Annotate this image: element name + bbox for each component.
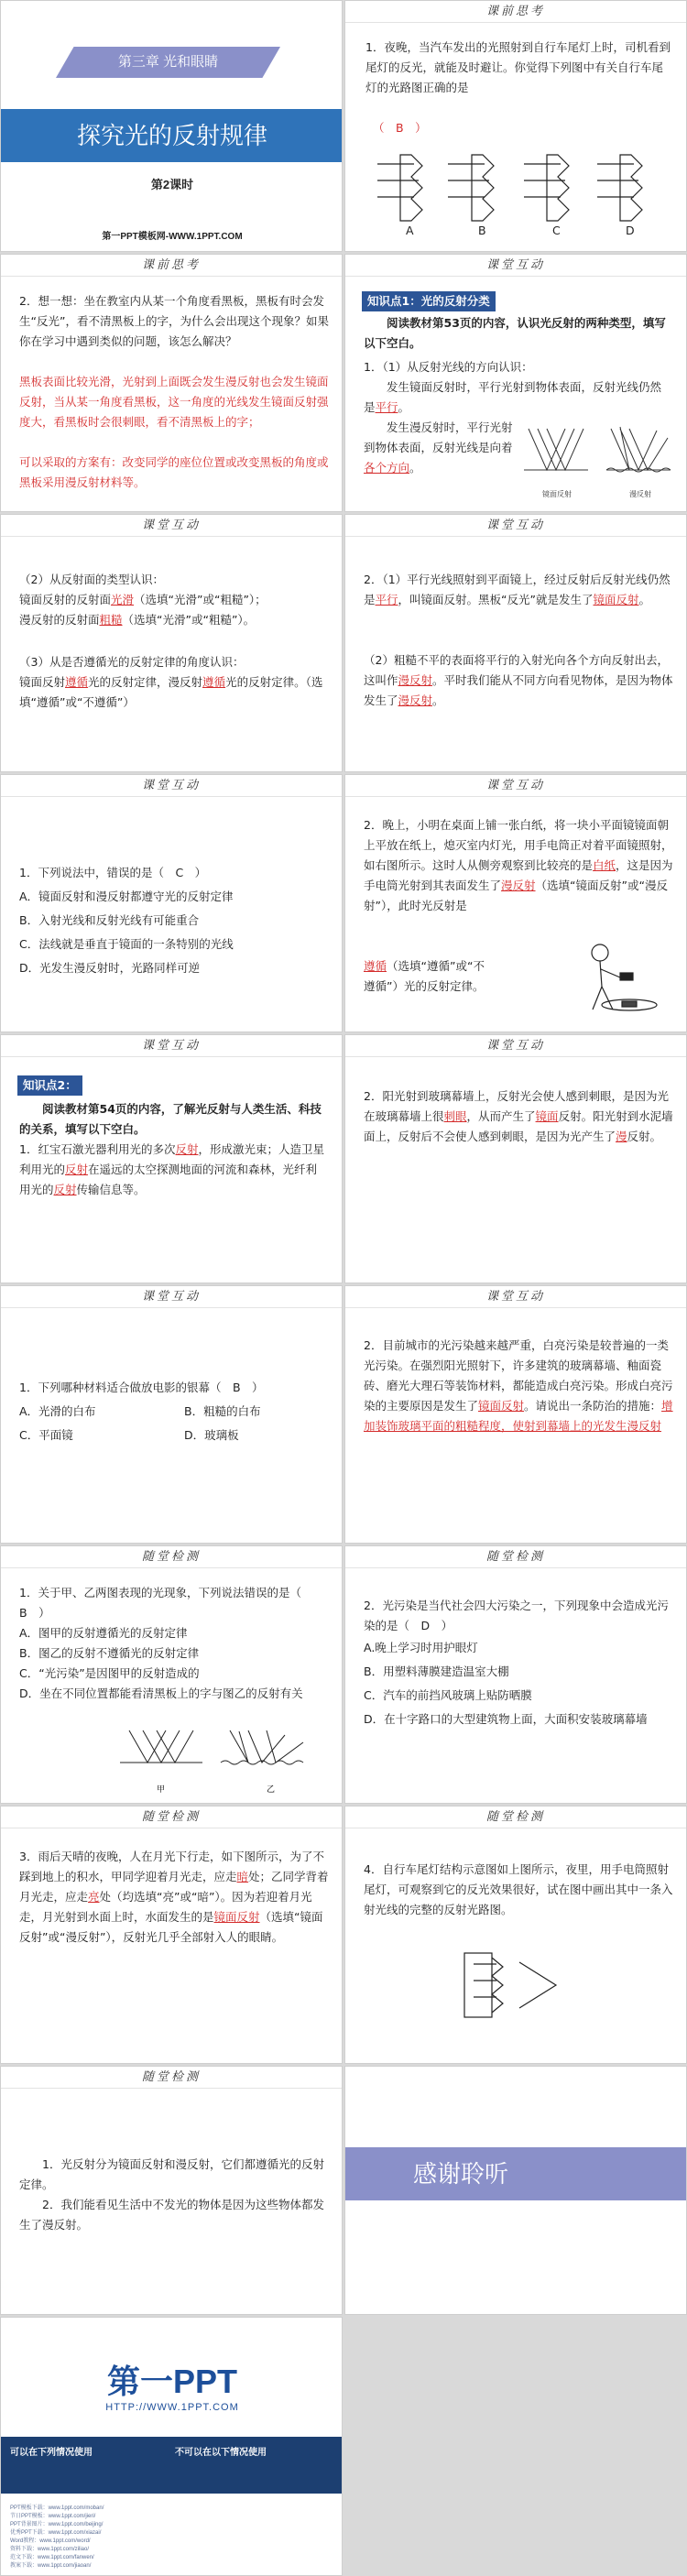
slide-header: 随堂检测: [1, 2067, 342, 2089]
slide-header: 课前思考: [345, 1, 686, 23]
option-a: A．光滑的白布: [19, 1404, 96, 1418]
laser-text: 1．红宝石激光器利用光的多次反射，形成激光束；人造卫星利用光的反射在遥远的太空探测地面的河流和森林，光纤利用光的反射传输信息等。: [19, 1142, 324, 1196]
option-c: C．平面镜: [19, 1428, 73, 1442]
blank-parallel: 平行: [375, 400, 398, 414]
option-d: D．坐在不同位置都能看清黑板上的字与图乙的反射有关: [19, 1686, 303, 1700]
question-text: 2．想一想：坐在教室内从某一个角度看黑板，黑板有时会发生“反光”，看不清黑板上的字，为什么会出现这个现象？如果你在学习中遇到类似的问题，该怎么解决？: [19, 294, 329, 348]
slide-header: 课前思考: [1, 255, 342, 277]
blank-diffuse: 漫: [616, 1130, 627, 1143]
flashlight-figure: [565, 936, 666, 1019]
question-text: 4．自行车尾灯结构示意图如上图所示，夜里，用手电筒照射尾灯，可观察到它的反光效果很好，试在图中画出其中一条入射光线的完整的反射光路图。: [364, 1862, 673, 1916]
part-1-heading: 1．（1）从反射光线的方向认识：: [364, 360, 533, 374]
slide-reflection-definitions: [344, 514, 687, 772]
slide-glass-wall: [344, 1034, 687, 1283]
footer-link[interactable]: 资料下载：www.1ppt.com/ziliao/: [10, 2547, 90, 2552]
question-text: 1．下列哪种材料适合做放电影的银幕（ B ）: [19, 1381, 264, 1394]
slide-test-4: [344, 1806, 687, 2064]
fig-diffuse-label: 漫反射: [629, 490, 651, 498]
question-text: 2．阳光射到玻璃幕墙上，反射光会使人感到刺眼，是因为光在玻璃幕墙上很刺眼，从而产生了镜面反射。阳光射到水泥墙面上，反射后不会使人感到刺眼，是因为光产生了漫反射。: [364, 1089, 673, 1143]
slide-header: 课堂互动: [345, 515, 686, 537]
part-3-heading: （3）从是否遵循光的反射定律的角度认识：: [19, 655, 245, 669]
answer-part-2: 可以采取的方案有：改变同学的座位位置或改变黑板的角度或黑板采用漫反射材料等。: [19, 455, 329, 489]
blank-every-direction: 各个方向: [364, 461, 410, 475]
blank-dark: 暗: [236, 1870, 249, 1883]
option-d: D．玻璃板: [184, 1428, 239, 1442]
chapter-label: 第三章 光和眼睛: [117, 54, 219, 70]
blank-rough: 粗糙: [99, 613, 123, 627]
slide-header: 随堂检测: [345, 1546, 686, 1568]
option-label-d: D: [626, 224, 635, 237]
slide-header: 课堂互动: [1, 1286, 342, 1308]
question-text: 1．夜晚，当汽车发出的光照射到自行车尾灯上时，司机看到尾灯的反光，就能及时避让。你觉得下列图中有关自行车尾灯的光路图正确的是: [365, 40, 671, 94]
question-tail: 遵循（选填“遵循”或“不遵循”）光的反射定律。: [364, 959, 485, 993]
law-text: 镜面反射遵循光的反射定律，漫反射遵循光的反射定律。（选填“遵循”或“不遵循”）: [19, 675, 323, 709]
slide-header: 课堂互动: [1, 775, 342, 797]
knowledge-point-label: 知识点1：光的反射分类: [362, 291, 496, 311]
slide-header: 课堂互动: [345, 1035, 686, 1057]
definition-2: （2）粗糙不平的表面将平行的入射光向各个方向反射出去，这叫作漫反射。平时我们能从不同方向看见物体，是因为物体发生了漫反射。: [364, 653, 673, 707]
taillight-b: [472, 155, 494, 221]
slide-screen-question: [0, 1285, 343, 1544]
option-a: A．图甲的反射遵循光的反射定律: [19, 1626, 188, 1640]
blank-measure: 增加装饰玻璃平面的粗糙程度，使射到幕墙上的光发生漫反射: [364, 1399, 673, 1433]
option-d: D．在十字路口的大型建筑物上面，大面积安装玻璃幕墙: [364, 1712, 648, 1726]
slide-header: 课堂互动: [345, 255, 686, 277]
answer-text: （ B ）: [373, 121, 427, 135]
taillight-c: [547, 155, 569, 221]
link-list: [10, 2505, 334, 2571]
slide-header: 随堂检测: [345, 1806, 686, 1828]
reflection-types-diagram: [519, 420, 675, 484]
slide-surface-types: [0, 514, 343, 772]
slide-knowledge-1: [344, 254, 687, 512]
fig-a-label: 甲: [157, 1785, 166, 1794]
taillight-a: [400, 155, 422, 221]
footer-link[interactable]: Word教程：www.1ppt.com/word/: [10, 2538, 91, 2544]
slide-header: 课堂互动: [345, 1286, 686, 1308]
cover-title: 探究光的反射规律: [76, 122, 267, 149]
blank-mirror: 镜面反射: [478, 1399, 525, 1413]
mirror-surface-text: 镜面反射的反射面光滑（选填“光滑”或“粗糙”）；: [19, 593, 267, 606]
blank-paper: 白纸: [593, 858, 616, 872]
diffuse-reflection-text: 发生漫反射时，平行光射到物体表面，反射光线是向着各个方向。: [364, 420, 513, 475]
blank-mirror: 镜面反射: [213, 1910, 260, 1924]
option-b: B．图乙的反射不遵循光的反射定律: [19, 1646, 200, 1660]
blank-diffuse-2: 漫反射: [398, 693, 433, 707]
blank-glare: 刺眼: [443, 1109, 467, 1123]
footer-link[interactable]: 教案下载：www.1ppt.com/jiaoan/: [10, 2563, 92, 2569]
slide-header: 随堂检测: [1, 1546, 342, 1568]
brand-footer: [0, 2317, 343, 2576]
footer-link[interactable]: PPT模板下载：www.1ppt.com/moban/: [10, 2505, 104, 2511]
slide-header: 课堂互动: [345, 775, 686, 797]
summary-1: 1．光反射分为镜面反射和漫反射，它们都遵循光的反射定律。: [19, 2157, 324, 2191]
option-d: D．光发生漫反射时，光路同样可逆: [19, 961, 201, 975]
option-a: A．镜面反射和漫反射都遵守光的反射定律: [19, 890, 234, 903]
intro-text: 阅读教材第53页的内容，认识光反射的两种类型，填写以下空白。: [364, 316, 666, 350]
taillight-diagram: [373, 146, 666, 228]
option-label-c: C: [552, 224, 561, 237]
taillight-structure-diagram: [455, 1944, 574, 2026]
footer-link[interactable]: 优秀PPT下载：www.1ppt.com/xiazai/: [10, 2530, 102, 2536]
brand-url: HTTP://WWW.1PPT.COM: [105, 2402, 239, 2413]
option-label-a: A: [406, 224, 414, 237]
slide-knowledge-2: [0, 1034, 343, 1283]
knowledge-point-label: 知识点2：: [17, 1075, 82, 1096]
question-text: 3．雨后天晴的夜晚，人在月光下行走，如下图所示，为了不踩到地上的积水，甲同学迎着月光走，应走暗处；乙同学背着月光走，应走亮处（均选填“亮”或“暗”）。因为若迎着月光走，月光射到水面上时，水面发生的是镜面反射（选填“镜面反射”或“漫反射”），反射光几乎全部射入人的眼睛。: [19, 1850, 329, 1944]
intro-text: 阅读教材第54页的内容，了解光反射与人类生活、科技的关系，填写以下空白。: [19, 1102, 322, 1136]
thanks-bar: [345, 2147, 687, 2200]
slide-flashlight-question: [344, 774, 687, 1032]
slide-light-pollution: [344, 1285, 687, 1544]
slide-taillight-question: [344, 0, 687, 252]
option-a: A.晚上学习时用护眼灯: [364, 1641, 478, 1654]
cover-slide: [0, 0, 343, 252]
question-text: 1．关于甲、乙两图表现的光现象，下列说法错误的是（ B ）: [19, 1586, 313, 1620]
slide-test-3: [0, 1806, 343, 2064]
blank-diffuse: 漫反射: [398, 673, 433, 687]
diffuse-surface-text: 漫反射的反射面粗糙（选填“光滑”或“粗糙”）。: [19, 613, 256, 627]
taillight-d: [620, 155, 642, 221]
question-text: 2．晚上，小明在桌面上铺一张白纸，将一块小平面镜镜面朝上平放在纸上，熄灭室内灯光，用手电筒正对着平面镜照射，如右图所示。这时人从侧旁观察到比较亮的是白纸，这是因为手电筒光射到其表面发生了漫反射（选填“镜面反射”或“漫反射”），此时光反射是: [364, 818, 673, 912]
option-b: B．用塑料薄膜建造温室大棚: [364, 1665, 509, 1678]
footer-link[interactable]: PPT背景图片：www.1ppt.com/beijing/: [10, 2522, 104, 2527]
option-c: C．法线就是垂直于镜面的一条特别的光线: [19, 937, 234, 951]
blank-reflect-3: 反射: [53, 1183, 77, 1196]
definition-1: 2．（1）平行光线照射到平面镜上，经过反射后反射光线仍然是平行，叫镜面反射。黑板“反光”就是发生了镜面反射。: [364, 573, 671, 606]
option-b: B．入射光线和反射光线有可能重合: [19, 913, 200, 927]
reflection-figures: [111, 1726, 312, 1781]
blank-obey-2: 遵循: [202, 675, 226, 689]
slide-test-1: [0, 1545, 343, 1804]
blank-smooth: 光滑: [111, 593, 135, 606]
option-b: B．粗糙的白布: [184, 1404, 261, 1418]
slide-header: 课堂互动: [1, 515, 342, 537]
question-text: 2．目前城市的光污染越来越严重，白亮污染是较普遍的一类光污染。在强烈阳光照射下，许多建筑的玻璃幕墙、釉面瓷砖、磨光大理石等装饰材料，都能造成白亮污染。形成白亮污染的主要原因是发生了镜面反射。请说出一条防治的措施：增加装饰玻璃平面的粗糙程度，使射到幕墙上的光发生漫反射: [364, 1338, 673, 1433]
fig-mirror-label: 镜面反射: [542, 490, 572, 498]
knowledge-tag: [17, 1075, 82, 1096]
cover-subtitle: 第2课时: [150, 178, 194, 191]
answer-part-1: 黑板表面比较光滑，光射到上面既会发生漫反射也会发生镜面反射，当从某一角度看黑板，这一角度的光线发生镜面反射强度大，看黑板时会很刺眼，看不清黑板上的字；: [19, 375, 329, 429]
cover-site: 第一PPT模板网-WWW.1PPT.COM: [102, 232, 243, 242]
blank-mirror: 镜面反射: [593, 593, 639, 606]
empty-slot: [344, 2317, 687, 2576]
slide-test-2: [344, 1545, 687, 1804]
slide-header: 课堂互动: [1, 1035, 342, 1057]
slide-blackboard-question: [0, 254, 343, 512]
option-label-b: B: [478, 224, 486, 237]
question-text: 1．下列说法中，错误的是（ C ）: [19, 866, 207, 879]
slide-thanks: [344, 2066, 687, 2315]
part-2-heading: （2）从反射面的类型认识：: [19, 573, 164, 586]
question-text: 2．光污染是当代社会四大污染之一，下列现象中会造成光污染的是（ D ）: [364, 1599, 669, 1632]
mirror-reflection-text: 发生镜面反射时，平行光射到物体表面，反射光线仍然是平行。: [364, 380, 662, 414]
slide-summary: [0, 2066, 343, 2315]
blank-obey: 遵循: [364, 959, 387, 973]
slide-header: 随堂检测: [1, 1806, 342, 1828]
blank-bright: 亮: [88, 1890, 100, 1904]
blank-reflect-2: 反射: [65, 1162, 89, 1176]
knowledge-tag: [362, 291, 496, 311]
footer-link[interactable]: 节日PPT模板：www.1ppt.com/jieri/: [10, 2514, 96, 2519]
blank-mirror: 镜面: [535, 1109, 559, 1123]
brand-logo: 第一PPT: [106, 2363, 237, 2400]
thanks-text: 感谢聆听: [413, 2160, 509, 2188]
license-forbidden: 不可以在以下情况使用: [175, 2448, 267, 2458]
slide-choice-1: [0, 774, 343, 1032]
footer-link[interactable]: 范文下载：www.1ppt.com/fanwen/: [10, 2555, 94, 2560]
option-c: C．汽车的前挡风玻璃上贴防晒膜: [364, 1688, 532, 1702]
blank-diffuse: 漫反射: [501, 879, 536, 892]
blank-obey-1: 遵循: [65, 675, 89, 689]
summary-2: 2．我们能看见生活中不发光的物体是因为这些物体都发生了漫反射。: [19, 2198, 324, 2232]
blank-reflect-1: 反射: [175, 1142, 199, 1156]
blank-parallel-2: 平行: [375, 593, 398, 606]
license-allowed: 可以在下列情况使用: [10, 2448, 93, 2458]
option-c: C．“光污染”是因图甲的反射造成的: [19, 1666, 200, 1680]
fig-b-label: 乙: [267, 1785, 276, 1794]
